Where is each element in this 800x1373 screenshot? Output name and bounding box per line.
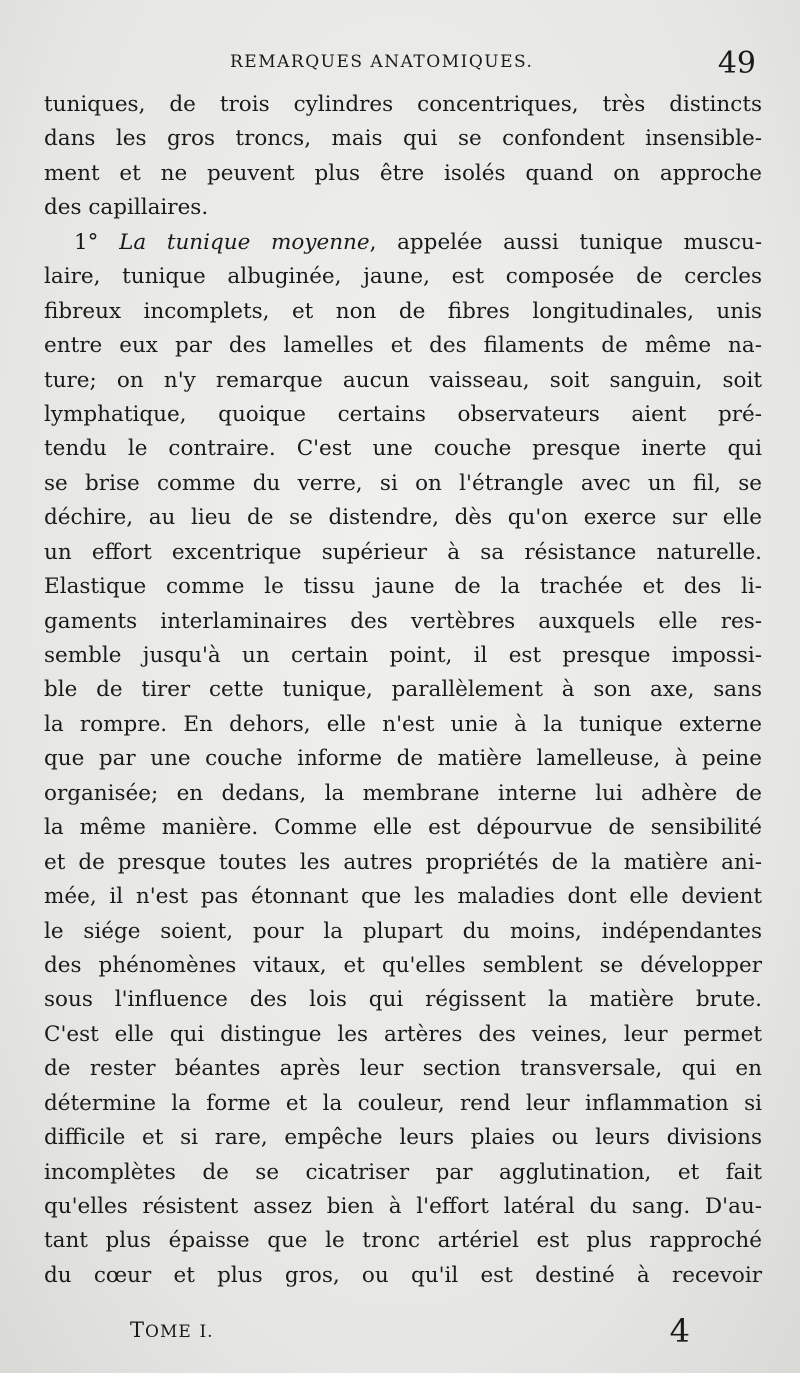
text-line: des phénomènes vitaux, et qu'elles semblent se développer [44, 952, 762, 978]
text-line: mée, il n'est pas étonnant que les maladies dont elle devient [44, 884, 762, 910]
text-line: semble jusqu'à un certain point, il est presque impossi- [44, 643, 762, 668]
text-line: se brise comme du verre, si on l'étrangle avec un fil, se [44, 470, 762, 496]
text-line: dans les gros troncs, mais qui se confondent insensible- [44, 126, 762, 152]
text-line: ment et ne peuvent plus être isolés quand on approche [44, 160, 762, 186]
text-line: le siége soient, pour la plupart du moins, indépendantes [44, 918, 762, 944]
text-line: et de presque toutes les autres propriétés de la matière ani- [44, 849, 762, 875]
running-head: REMARQUES ANATOMIQUES. [230, 52, 534, 72]
text-line: entre eux par des lamelles et des filaments de même na- [44, 333, 762, 359]
text-line: fibreux incomplets, et non de fibres longitudinales, unis [44, 298, 762, 324]
text-line: du cœur et plus gros, ou qu'il est destiné à recevoir [44, 1262, 762, 1288]
text-line: sous l'influence des lois qui régissent la matière brute. [44, 987, 762, 1013]
text-line: tuniques, de trois cylindres concentriques, très distincts [44, 92, 762, 117]
page-number: 49 [717, 46, 756, 81]
text-line: des capillaires. [44, 195, 209, 221]
text-line: déchire, au lieu de se distendre, dès qu'on exerce sur elle [44, 505, 762, 531]
text-line: incomplètes de se cicatriser par agglutination, et fait [44, 1159, 762, 1185]
volume-signature [130, 1318, 214, 1342]
text-line: C'est elle qui distingue les artères des veines, leur permet [44, 1021, 762, 1047]
text-line: qu'elles résistent assez bien à l'effort latéral du sang. D'au- [44, 1194, 762, 1219]
text-line: organisée; en dedans, la membrane interne lui adhère de [44, 780, 762, 806]
text-line: tendu le contraire. C'est une couche presque inerte qui [44, 436, 762, 462]
text-line: la rompre. En dehors, elle n'est unie à la tunique externe [44, 711, 762, 737]
text-line: gaments interlaminaires des vertèbres auxquels elle res- [44, 608, 762, 634]
page-footer [130, 1312, 690, 1358]
text-line: détermine la forme et la couleur, rend leur inflammation si [44, 1090, 762, 1116]
text-line: laire, tunique albuginée, jaune, est composée de cercles [44, 264, 762, 290]
text-line: de rester béantes après leur section transversale, qui en [44, 1056, 762, 1082]
italic-term: La tunique moyenne [119, 229, 370, 255]
text-line: Elastique comme le tissu jaune de la trachée et des li- [44, 574, 762, 600]
text-line: ble de tirer cette tunique, parallèlement à son axe, sans [44, 677, 762, 703]
text-line: la même manière. Comme elle est dépourvue de sensibilité [44, 815, 762, 841]
text-line: difficile et si rare, empêche leurs plaies ou leurs divisions [44, 1125, 762, 1151]
signature-initial: T [130, 1318, 146, 1342]
text-line: lymphatique, quoique certains observateurs aient pré- [44, 401, 762, 427]
text-line: ture; on n'y remarque aucun vaisseau, soit sanguin, soit [44, 367, 762, 393]
text-line-paragraph-start [44, 226, 762, 260]
paragraph-first-line: La tunique moyenne, appelée aussi tunique muscu- [119, 229, 762, 255]
page-header [40, 46, 760, 86]
paragraph-marker: 1° [74, 229, 99, 255]
signature-word: OME [145, 1322, 192, 1342]
text-line: que par une couche informe de matière lamelleuse, à peine [44, 746, 762, 772]
body-text [44, 88, 762, 1293]
signature-volume: I. [199, 1322, 214, 1342]
text-line: tant plus épaisse que le tronc artériel est plus rapproché [44, 1228, 762, 1254]
signature-mark: 4 [669, 1312, 690, 1350]
text-line: un effort excentrique supérieur à sa résistance naturelle. [44, 539, 762, 565]
